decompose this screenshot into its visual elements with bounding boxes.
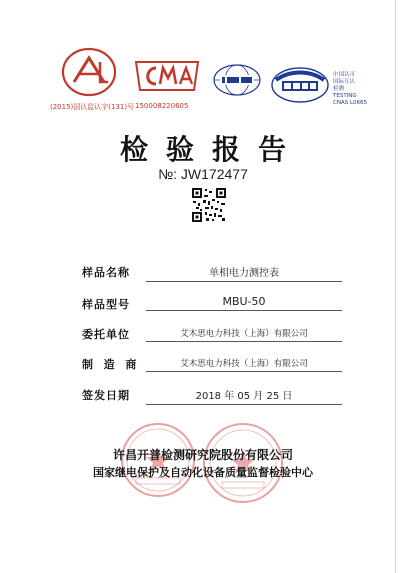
sample-model-label: 样品型号 xyxy=(82,298,130,311)
issue-date-value: 2018 年 05 月 25 日 xyxy=(146,387,342,405)
cnas-side-text xyxy=(333,72,393,107)
inspection-seal-icon xyxy=(200,420,286,506)
cnas-text-line: 检测 xyxy=(333,86,345,92)
sample-name-value: 单相电力测控表 xyxy=(146,264,342,282)
cnas-text-line: CNAS L0665 xyxy=(333,100,368,106)
accreditation-logos xyxy=(0,0,406,120)
manufacturer-value: 艾木思电力科技（上海）有限公司 xyxy=(146,357,342,372)
issue-date-label: 签发日期 xyxy=(82,389,130,402)
ilac-mra-logo-icon xyxy=(212,62,262,98)
sample-name-label: 样品名称 xyxy=(82,266,130,279)
cma-logo-icon xyxy=(132,58,202,94)
cal-logo-icon xyxy=(60,46,118,98)
manufacturer-label: 制 造 商 xyxy=(82,358,138,371)
cnas-text-line: TESTING xyxy=(333,93,357,99)
sample-model-value: MBU-50 xyxy=(146,295,342,311)
qr-code-icon xyxy=(191,187,227,223)
cal-code: (2015)国认监认字(131)号 xyxy=(50,103,135,111)
client-label: 委托单位 xyxy=(82,328,130,341)
issuer-org-line1: 许昌开普检测研究院股份有限公司 xyxy=(112,448,293,462)
cnas-text-line: 中国认可 xyxy=(333,72,356,78)
cma-code: 150008220605 xyxy=(135,102,189,110)
report-title: 检验报告 xyxy=(119,133,304,166)
cnas-text-line: 国际互认 xyxy=(333,79,356,85)
report-number: №: JW172477 xyxy=(158,166,248,182)
cnas-logo-icon xyxy=(270,66,330,104)
client-value: 艾木思电力科技（上海）有限公司 xyxy=(146,327,342,342)
issuer-org-line2: 国家继电保护及自动化设备质量监督检验中心 xyxy=(93,466,313,479)
